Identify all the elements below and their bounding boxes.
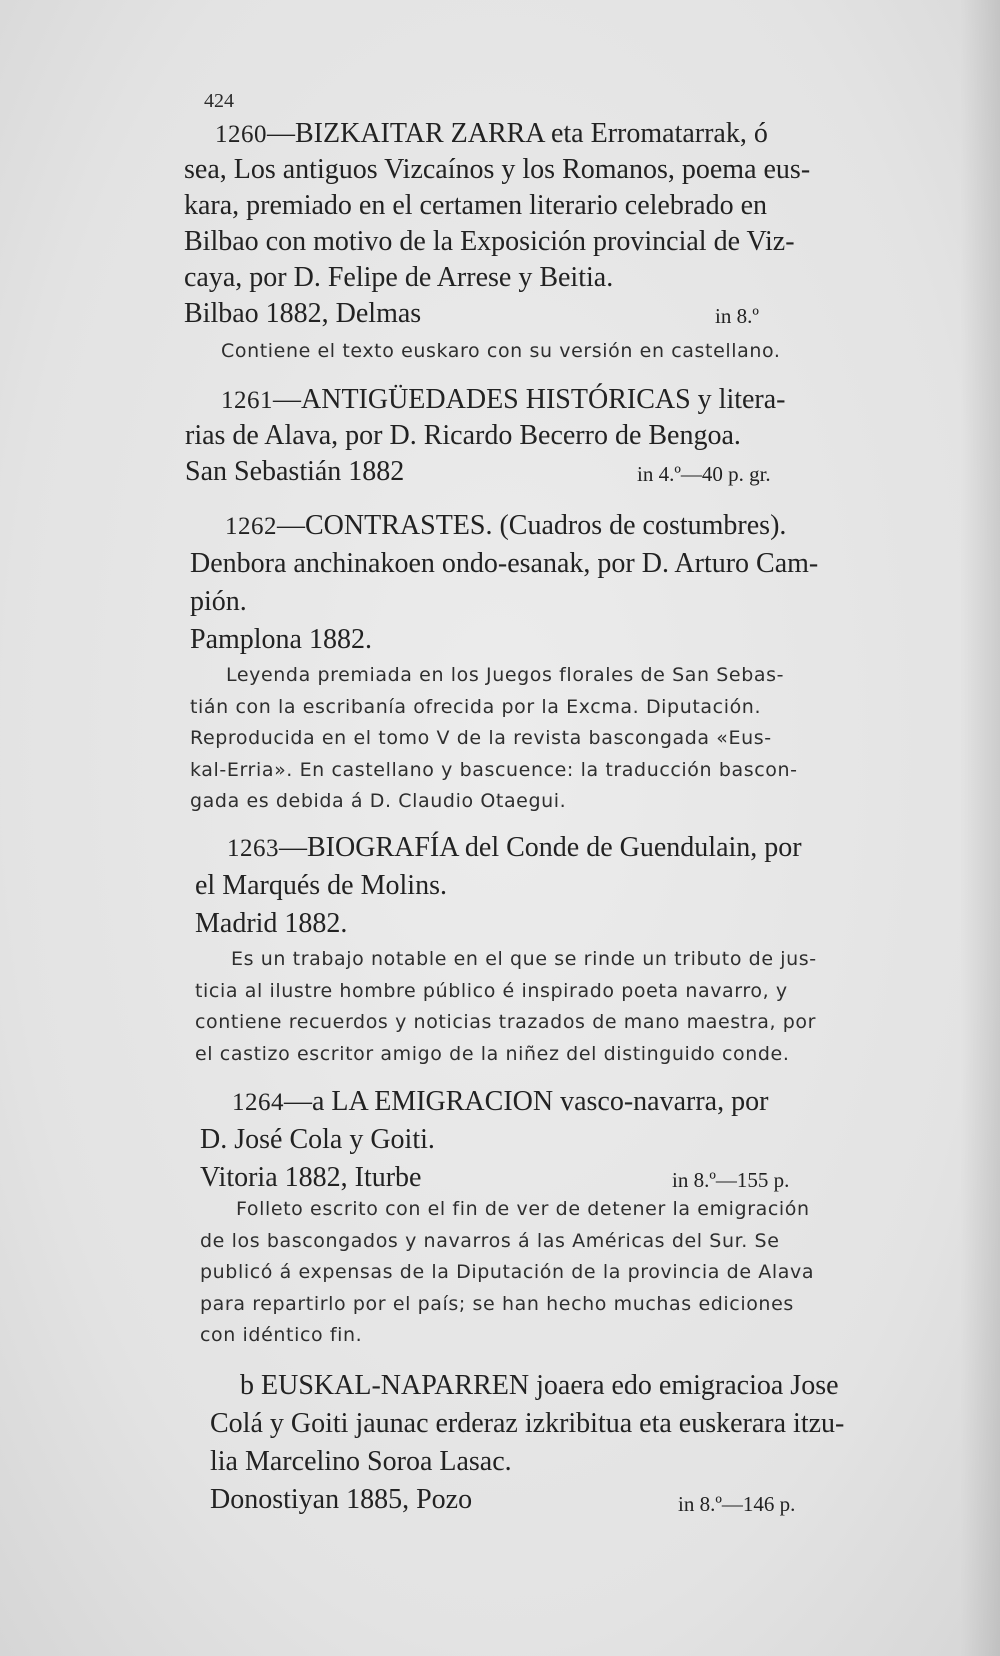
format-info: in 8.º—155 p. [672, 1168, 790, 1192]
entry-number: 1264 [232, 1089, 284, 1116]
note-line: ticia al ilustre hombre público é inspirado poeta navarro, y [195, 979, 788, 1002]
entry-line: —CONTRASTES. (Cuadros de costumbres). [277, 510, 787, 541]
entry-line: rias de Alava, por D. Ricardo Becerro de Bengoa. [185, 420, 741, 451]
note-line: Es un trabajo notable en el que se rinde un tributo de jus- [231, 948, 817, 970]
entry-note [200, 1194, 815, 1352]
format-info: in 8.º—146 p. [678, 1492, 796, 1516]
entry-line: pión. [190, 586, 247, 617]
page-gutter-shadow [960, 0, 1000, 1656]
note-line: de los bascongados y navarros á las Américas del Sur. Se [200, 1229, 780, 1252]
note-line: Reproducida en el tomo V de la revista bascongada «Eus- [190, 727, 772, 749]
format-info: in 4.º—40 p. gr. [637, 462, 771, 486]
note-line: para repartirlo por el país; se han hecho muchas ediciones [200, 1292, 794, 1315]
entry-line: caya, por D. Felipe de Arrese y Beitia. [184, 262, 614, 293]
note-line: gada es debida á D. Claudio Otaegui. [190, 790, 567, 812]
publication-info: Bilbao 1882, Delmas [184, 298, 422, 329]
publication-info: Madrid 1882. [195, 908, 348, 939]
note-line: kal-Erria». En castellano y bascuence: la traducción bascon- [190, 758, 798, 781]
entry-note [221, 336, 781, 368]
entry-line: —BIOGRAFÍA del Conde de Guendulain, por [279, 832, 802, 863]
note-line: Folleto escrito con el fin de ver de detener la emigración [236, 1198, 810, 1220]
note-line: Leyenda premiada en los Juegos florales de San Sebas- [226, 664, 785, 686]
entry-line: D. José Cola y Goiti. [200, 1124, 435, 1155]
note-line: Contiene el texto euskaro con su versión en castellano. [221, 340, 781, 362]
publication-info: Vitoria 1882, Iturbe [200, 1162, 422, 1193]
publication-info: Pamplona 1882. [190, 624, 372, 655]
entry-line: —a LA EMIGRACION vasco-navarra, por [284, 1086, 769, 1117]
entry-number: 1263 [227, 835, 279, 862]
note-line: contiene recuerdos y noticias trazados de mano maestra, por [195, 1011, 817, 1033]
format-info: in 8.º [715, 304, 759, 328]
entry-line: —ANTIGÜEDADES HISTÓRICAS y litera- [273, 384, 786, 415]
note-line: con idéntico fin. [200, 1324, 363, 1346]
entry-line: Denbora anchinakoen ondo-esanak, por D. Arturo Cam- [190, 548, 819, 579]
entry-line: kara, premiado en el certamen literario celebrado en [184, 190, 768, 221]
entry-line: el Marqués de Molins. [195, 870, 447, 901]
entry-line: Colá y Goiti jaunac erderaz izkribitua eta euskerara itzu- [210, 1408, 845, 1439]
entry-note [195, 944, 817, 1070]
entry-note [190, 660, 798, 818]
entry-line: Bilbao con motivo de la Exposición provincial de Viz- [184, 226, 795, 257]
entry-number: 1262 [225, 513, 277, 540]
note-line: tián con la escribanía ofrecida por la Excma. Diputación. [190, 695, 762, 718]
entry-line: sea, Los antiguos Vizcaínos y los Romanos, poema eus- [184, 154, 811, 185]
note-line: publicó á expensas de la Diputación de la provincia de Alava [200, 1261, 815, 1283]
publication-info: Donostiyan 1885, Pozo [210, 1484, 473, 1515]
entry-line: lia Marcelino Soroa Lasac. [210, 1446, 512, 1477]
publication-info: San Sebastián 1882 [185, 456, 405, 487]
entry-number: 1261 [221, 387, 273, 414]
entry-line: —BIZKAITAR ZARRA eta Erromatarrak, ó [267, 118, 768, 149]
entry-number: 1260 [215, 121, 267, 148]
page-number: 424 [204, 90, 234, 112]
note-line: el castizo escritor amigo de la niñez del distinguido conde. [195, 1042, 790, 1065]
entry-line: b EUSKAL-NAPARREN joaera edo emigracioa Jose [240, 1370, 839, 1401]
